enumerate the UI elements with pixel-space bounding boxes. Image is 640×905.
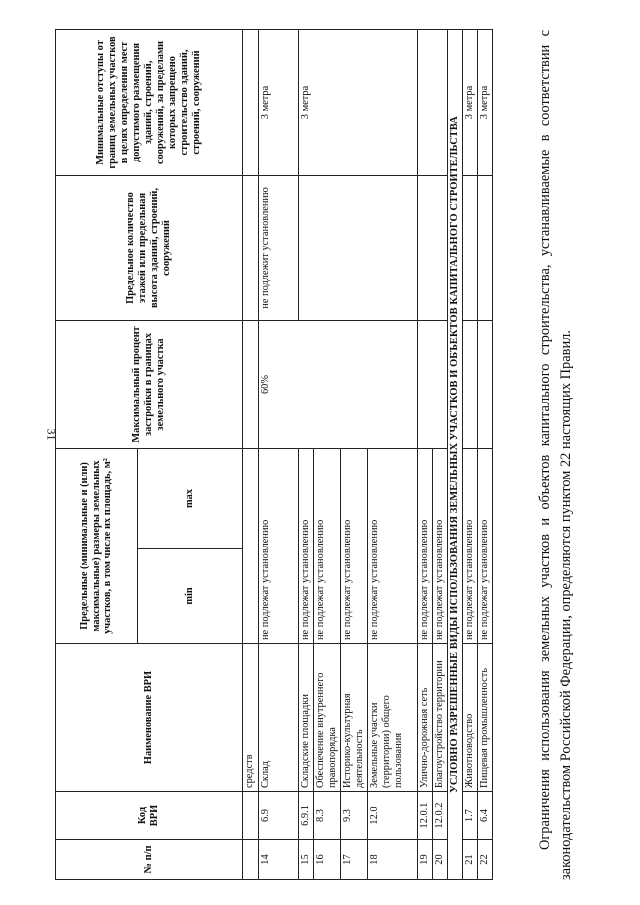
setback-3b: 3 метра	[299, 29, 418, 175]
header-code: Код ВРИ	[56, 792, 243, 840]
header-percent: Максимальный процент застройки в границах земельного участка	[56, 320, 243, 448]
row-name: Земельные участки (территории) общего пользования	[367, 644, 417, 792]
row-num: 17	[340, 840, 367, 880]
row-num: 22	[477, 840, 492, 880]
row-size: не подлежат установлению	[432, 448, 447, 643]
continuation-row	[243, 29, 259, 879]
row-num: 20	[432, 840, 447, 880]
row-size: не подлежат установлению	[462, 448, 477, 643]
row-code: 6.9	[259, 792, 299, 840]
row-code: 12.0	[367, 792, 417, 840]
row-size: не подлежат установлению	[367, 448, 417, 643]
header-max: max	[138, 448, 243, 548]
row-name: Складские площадки	[299, 644, 314, 792]
row-num: 16	[313, 840, 340, 880]
section-title: УСЛОВНО РАЗРЕШЕННЫЕ ВИДЫ ИСПОЛЬЗОВАНИЯ ЗЕМЕЛЬНЫХ УЧАСТКОВ И ОБЪЕКТОВ КАПИТАЛЬНОГО СТРОИТЕЛЬСТВА	[447, 29, 462, 879]
row-name: Улично-дорожная сеть	[417, 644, 432, 792]
row-num: 18	[367, 840, 417, 880]
row-size: не подлежат установлению	[340, 448, 367, 643]
percent-60: 60%	[259, 320, 418, 448]
rotated-page-content	[55, 30, 625, 880]
row-size: не подлежат установлению	[299, 448, 314, 643]
row-name: Обеспечение внутреннего правопорядка	[313, 644, 340, 792]
header-num: № п/п	[56, 840, 243, 880]
row-code: 12.0.1	[417, 792, 432, 840]
row-size: не подлежат установлению	[477, 448, 492, 643]
page-number: 31	[44, 428, 59, 441]
row-code: 8.3	[313, 792, 340, 840]
header-setback: Минимальные отступы от границ земельных участков в целях определения мест допустимого размещения зданий, строений, сооружений, за пределами которых запрещено строительство зданий, строений, сооружений	[56, 29, 243, 175]
table-row	[259, 29, 299, 879]
row-size: не подлежат установлению	[259, 448, 299, 643]
row-num: 14	[259, 840, 299, 880]
section-title-row	[447, 29, 462, 879]
table-row	[417, 29, 432, 879]
row-name: Историко-культурная деятельность	[340, 644, 367, 792]
row-setback: 3 метра	[477, 29, 492, 175]
table-row	[477, 29, 492, 879]
row-code: 9.3	[340, 792, 367, 840]
row-code: 12.0.2	[432, 792, 447, 840]
row-setback: 3 метра	[462, 29, 477, 175]
footnote: Ограничения использования земельных участков и объектов капитального строительства, устанавливаемые в соответствии с законодательством Российской Федерации, определяются пунктом 22 настоящих Правил.	[537, 30, 574, 880]
row-name: Пищевая промышленность	[477, 644, 492, 792]
header-size: Предельные (минимальные и (или) максимальные) размеры земельных участков, в том числе их площадь, м²	[56, 448, 138, 643]
header-min: min	[138, 549, 243, 644]
header-floors: Предельное количество этажей или предельная высота зданий, строений, сооружений	[56, 175, 243, 320]
row-num: 21	[462, 840, 477, 880]
header-name: Наименование ВРИ	[56, 644, 243, 792]
row-size: не подлежат установлению	[417, 448, 432, 643]
row-name: Склад	[259, 644, 299, 792]
row-num: 19	[417, 840, 432, 880]
regulations-table	[55, 29, 493, 880]
row-name: Животноводство	[462, 644, 477, 792]
row-code: 1.7	[462, 792, 477, 840]
floors-na: не подлежит установлению	[259, 175, 299, 320]
table-row	[462, 29, 477, 879]
row-code: 6.4	[477, 792, 492, 840]
continuation-text: средств	[243, 644, 259, 792]
setback-3a: 3 метра	[259, 29, 299, 175]
header-row-1	[56, 29, 138, 879]
row-code: 6.9.1	[299, 792, 314, 840]
row-size: не подлежат установлению	[313, 448, 340, 643]
row-num: 15	[299, 840, 314, 880]
table-row	[299, 29, 314, 879]
row-name: Благоустройство территории	[432, 644, 447, 792]
